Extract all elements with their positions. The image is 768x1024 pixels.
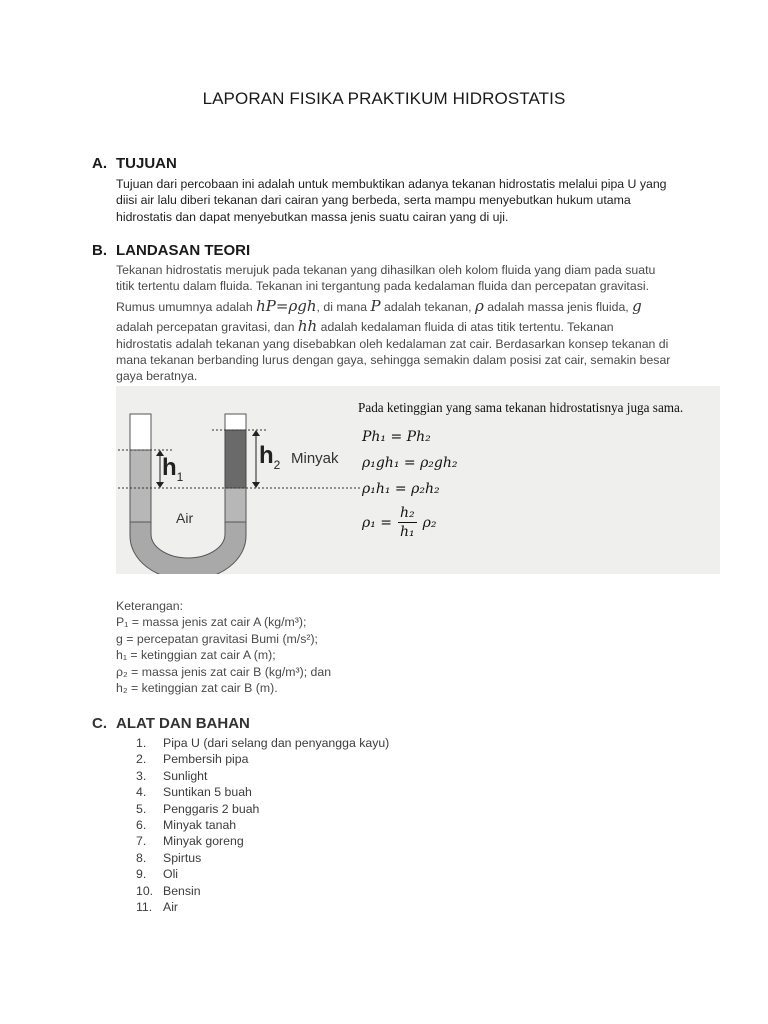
equation-1: Ph₁ = Ph₂	[362, 429, 431, 445]
text-run: Rumus umumnya adalah	[116, 299, 257, 314]
var-h: hh	[297, 317, 318, 336]
list-text: Pembersih pipa	[163, 752, 249, 767]
equation-3: ρ₁h₁ = ρ₂h₂	[362, 481, 440, 497]
eq4-rhs: ρ₂	[422, 514, 437, 531]
eq4-denominator: h₁	[400, 524, 415, 540]
keterangan-heading: Keterangan:	[116, 599, 184, 613]
list-text: Spirtus	[163, 850, 202, 865]
list-number: 11.	[136, 900, 153, 915]
label-minyak: Minyak	[291, 450, 339, 467]
list-item	[136, 768, 389, 784]
list-text: Penggaris 2 buah	[163, 801, 260, 816]
list-number: 10.	[136, 883, 154, 898]
landasan-line	[116, 318, 716, 335]
eq4-fraction	[398, 504, 417, 541]
section-b-letter: B.	[92, 242, 107, 259]
landasan-line-formula	[116, 298, 716, 315]
list-text: Minyak goreng	[163, 834, 244, 849]
right-arm-empty	[225, 414, 246, 430]
left-arm-water	[130, 450, 151, 522]
alat-bahan-list	[136, 735, 389, 915]
eq4-lhs: ρ₁ =	[362, 514, 393, 531]
list-number: 7.	[136, 834, 147, 849]
section-b-heading	[92, 242, 250, 259]
equation-2: ρ₁gh₁ = ρ₂gh₂	[362, 455, 458, 471]
landasan-line: Tekanan hidrostatis merujuk pada tekanan yang dihasilkan oleh kolom fluida yang diam pada suatu	[116, 263, 656, 277]
u-tube-figure	[116, 386, 720, 574]
list-number: 8.	[136, 850, 147, 865]
list-item	[136, 850, 389, 866]
text-run: adalah percepatan gravitasi, dan	[116, 320, 298, 335]
right-arm-oil	[225, 430, 246, 488]
landasan-line: mana tekanan berbanding lurus dengan gaya, sehingga semakin dalam posisi zat cair, semakin besar	[116, 353, 671, 368]
list-item	[136, 833, 389, 849]
list-number: 4.	[136, 785, 147, 800]
keterangan-line: ρ₂ = massa jenis zat cair B (kg/m³); dan	[116, 664, 332, 679]
landasan-paragraph	[116, 262, 716, 385]
equation-4	[362, 504, 458, 541]
list-number: 1.	[136, 736, 147, 750]
section-c-heading	[92, 715, 250, 732]
list-item	[136, 784, 389, 800]
right-arm-water	[225, 488, 246, 522]
landasan-line: titik tertentu dalam fluida. Tekanan ini tergantung pada kedalaman fluida dan percepatan gravitasi.	[116, 279, 649, 294]
list-text: Minyak tanah	[163, 818, 237, 833]
list-item	[136, 866, 389, 882]
tujuan-paragraph	[116, 176, 716, 225]
list-text: Bensin	[163, 883, 201, 898]
tujuan-line: diisi air lalu diberi tekanan dari cairan yang berbeda, serta mampu menyebutkan hukum utama	[116, 193, 631, 208]
list-number: 2.	[136, 752, 147, 767]
keterangan-block	[116, 598, 331, 696]
equation-block	[362, 424, 458, 541]
text-run: adalah massa jenis fluida,	[483, 299, 633, 314]
var-p: P	[370, 296, 381, 315]
list-text: Suntikan 5 buah	[163, 785, 252, 800]
tube-bend	[130, 522, 246, 574]
list-item	[136, 899, 389, 915]
section-a-heading	[92, 155, 177, 172]
list-text: Air	[163, 900, 179, 915]
list-text: Oli	[163, 867, 179, 882]
formula-hydrostatic: hP=ρgh	[256, 296, 317, 315]
var-g: g	[632, 296, 642, 315]
list-number: 5.	[136, 801, 147, 816]
list-item	[136, 751, 389, 767]
document-title: LAPORAN FISIKA PRAKTIKUM HIDROSTATIS	[202, 89, 566, 108]
section-b-title: LANDASAN TEORI	[116, 242, 251, 259]
eq4-numerator: h₂	[400, 505, 415, 521]
section-c-title: ALAT DAN BAHAN	[116, 715, 250, 732]
landasan-line: gaya beratnya.	[116, 369, 198, 384]
list-item	[136, 801, 389, 817]
list-number: 3.	[136, 768, 147, 783]
section-c-letter: C.	[92, 715, 107, 732]
list-item	[136, 735, 389, 751]
text-run: adalah tekanan,	[380, 299, 475, 314]
list-number: 6.	[136, 818, 147, 833]
section-a-title: TUJUAN	[116, 155, 177, 172]
label-air: Air	[176, 510, 194, 526]
list-text: Pipa U (dari selang dan penyangga kayu)	[163, 736, 390, 750]
list-text: Sunlight	[163, 768, 208, 783]
figure-caption: Pada ketinggian yang sama tekanan hidrostatisnya juga sama.	[358, 400, 684, 415]
var-rho: ρ	[474, 296, 484, 315]
keterangan-line: h₁ = ketinggian zat cair A (m);	[116, 648, 276, 663]
tujuan-line: Tujuan dari percobaan ini adalah untuk membuktikan adanya tekanan hidrostatis melalui pipa U yang	[116, 177, 667, 191]
landasan-line: hidrostatis adalah tekanan yang disebabkan oleh kedalaman zat cair. Berdasarkan konsep tekanan di	[116, 336, 669, 351]
keterangan-line: P₁ = massa jenis zat cair A (kg/m³);	[116, 615, 307, 630]
label-h1: $h_1$	[162, 454, 184, 484]
keterangan-line: g = percepatan gravitasi Bumi (m/s²);	[116, 631, 318, 646]
keterangan-line: h₂ = ketinggian zat cair B (m).	[116, 681, 278, 696]
tujuan-line: hidrostatis dan dapat menyebutkan massa jenis suatu cairan yang di uji.	[116, 209, 509, 224]
list-number: 9.	[136, 867, 147, 882]
list-item	[136, 883, 389, 899]
section-a-letter: A.	[92, 155, 107, 172]
label-h2: $h_2$	[259, 442, 281, 472]
list-item	[136, 817, 389, 833]
text-run: , di mana	[316, 299, 371, 314]
left-arm-empty	[130, 414, 151, 450]
text-run: adalah kedalaman fluida di atas titik tertentu. Tekanan	[317, 320, 614, 335]
